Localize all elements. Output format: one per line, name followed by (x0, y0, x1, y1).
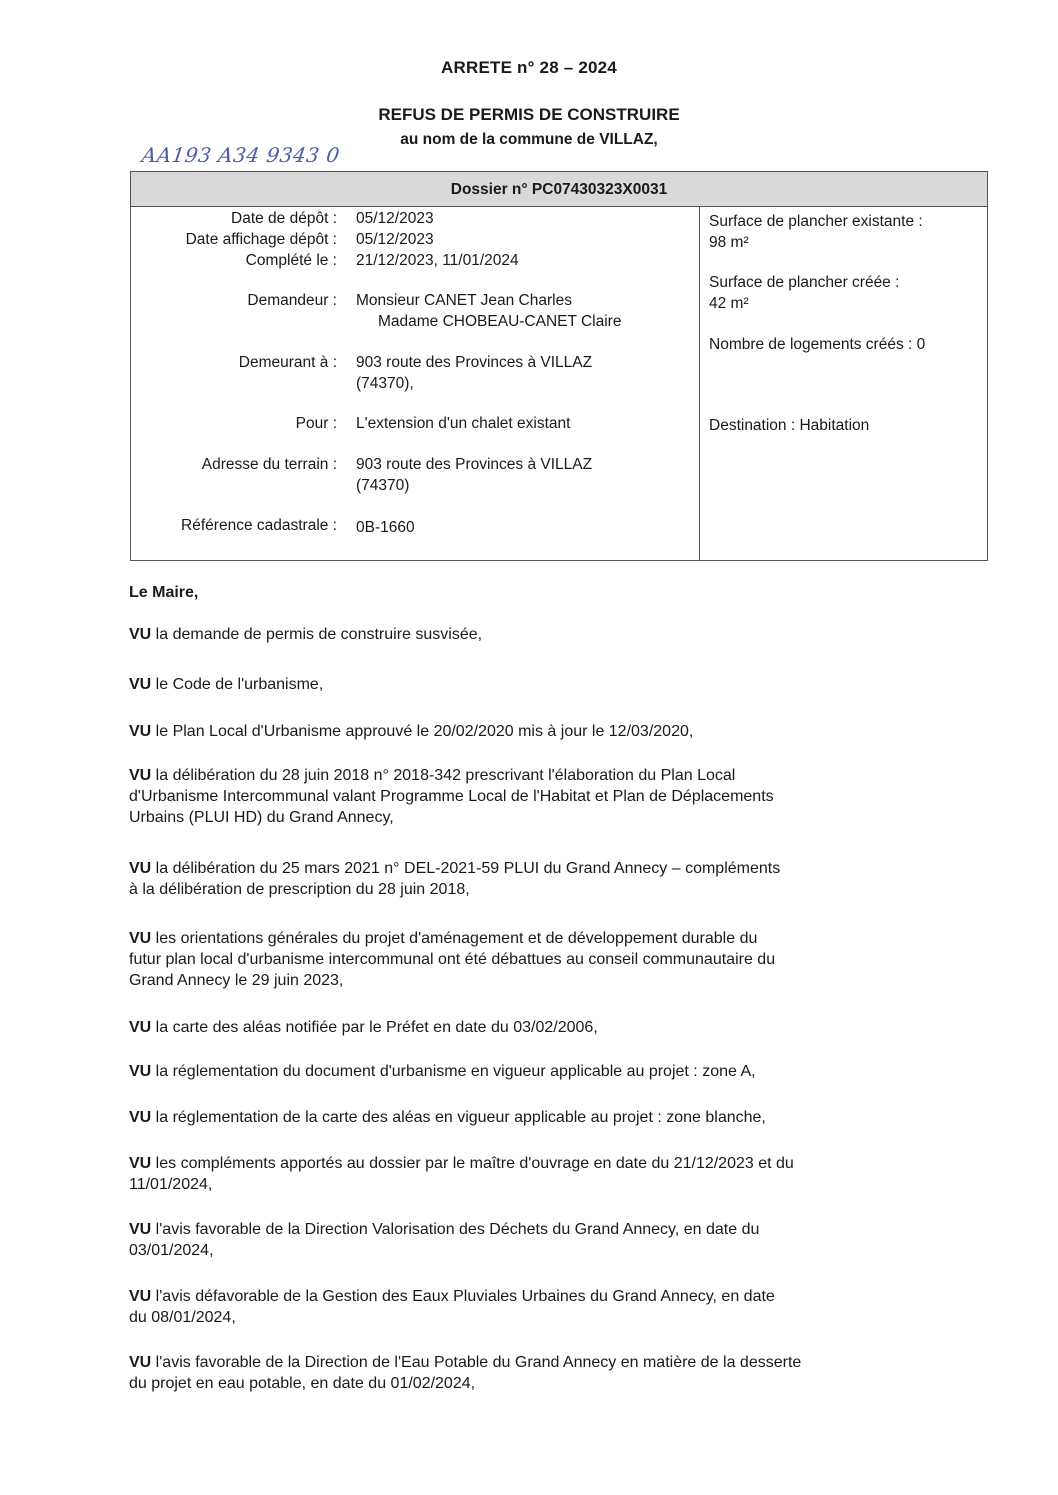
vu-text: les orientations générales du projet d'aménagement et de développement durable du (151, 930, 758, 947)
vu-line (129, 928, 969, 949)
vu-text: la demande de permis de construire susvisée, (151, 626, 483, 643)
vu-line (129, 1307, 969, 1328)
vu-text: les compléments apportés au dossier par le maître d'ouvrage en date du 21/12/2023 et du (151, 1155, 794, 1172)
vu-text: le Code de l'urbanisme, (151, 676, 324, 693)
label-adresse-terrain: Adresse du terrain : (201, 456, 337, 473)
vu-line (129, 1373, 969, 1394)
vu-paragraph (129, 858, 969, 900)
vu-paragraph (129, 765, 969, 828)
table-divider (699, 207, 700, 561)
vu-prefix: VU (129, 1109, 152, 1126)
value-adresse-terrain-1: 903 route des Provinces à VILLAZ (356, 456, 593, 473)
surface-existante-value: 98 m² (709, 234, 749, 251)
label-reference-cadastrale: Référence cadastrale : (181, 517, 337, 534)
value-pour: L'extension d'un chalet existant (356, 415, 571, 432)
mayor-heading: Le Maire, (129, 584, 199, 601)
vu-text: du 08/01/2024, (129, 1309, 236, 1326)
vu-line (129, 1107, 969, 1128)
vu-line (129, 970, 969, 991)
vu-paragraph (129, 1017, 969, 1038)
surface-creee-value: 42 m² (709, 295, 749, 312)
vu-paragraph (129, 1352, 969, 1394)
value-adresse-terrain-2: (74370) (356, 477, 410, 494)
vu-text: la réglementation du document d'urbanisme en vigueur applicable au projet : zone A, (151, 1063, 756, 1080)
value-complete: 21/12/2023, 11/01/2024 (356, 252, 519, 269)
vu-text: le Plan Local d'Urbanisme approuvé le 20/02/2020 mis à jour le 12/03/2020, (151, 723, 694, 740)
vu-line (129, 1174, 969, 1195)
label-complete: Complété le : (245, 252, 337, 269)
vu-prefix: VU (129, 767, 152, 784)
value-demandeur-2: Madame CHOBEAU-CANET Claire (378, 313, 622, 330)
value-reference-cadastrale: 0B-1660 (356, 519, 415, 536)
vu-prefix: VU (129, 676, 152, 693)
vu-text: du projet en eau potable, en date du 01/02/2024, (129, 1375, 476, 1392)
vu-line (129, 1153, 969, 1174)
dossier-header: Dossier n° PC07430323X0031 (131, 172, 987, 207)
vu-prefix: VU (129, 626, 152, 643)
vu-text: l'avis favorable de la Direction de l'Eau Potable du Grand Annecy en matière de la desserte (151, 1354, 802, 1371)
value-demeurant-2: (74370), (356, 375, 414, 392)
vu-line (129, 1352, 969, 1373)
value-date-depot: 05/12/2023 (356, 210, 434, 227)
vu-paragraph (129, 928, 969, 991)
vu-paragraph (129, 1219, 969, 1261)
surface-creee-label: Surface de plancher créée : (709, 274, 900, 291)
vu-text: 11/01/2024, (129, 1176, 213, 1193)
value-demandeur-1: Monsieur CANET Jean Charles (356, 292, 572, 309)
label-demandeur: Demandeur : (247, 292, 337, 309)
vu-prefix: VU (129, 1155, 152, 1172)
vu-prefix: VU (129, 1019, 152, 1036)
dossier-table (130, 171, 988, 561)
label-demeurant: Demeurant à : (238, 354, 337, 371)
vu-paragraph (129, 1061, 969, 1082)
vu-line (129, 674, 969, 695)
vu-text: la délibération du 28 juin 2018 n° 2018-342 prescrivant l'élaboration du Plan Local (151, 767, 736, 784)
vu-line (129, 807, 969, 828)
value-demeurant-1: 903 route des Provinces à VILLAZ (356, 354, 593, 371)
logements-crees: Nombre de logements créés : 0 (709, 336, 926, 353)
vu-line (129, 624, 969, 645)
vu-paragraph (129, 674, 969, 695)
vu-prefix: VU (129, 1221, 152, 1238)
vu-prefix: VU (129, 723, 152, 740)
vu-text: à la délibération de prescription du 28 juin 2018, (129, 881, 470, 898)
vu-line (129, 879, 969, 900)
label-date-affichage: Date affichage dépôt : (185, 231, 337, 248)
arrete-number: ARRETE n° 28 – 2024 (441, 58, 617, 77)
value-date-affichage: 05/12/2023 (356, 231, 434, 248)
handwritten-reference: AA193 A34 9343 0 (140, 143, 342, 167)
vu-prefix: VU (129, 860, 152, 877)
vu-prefix: VU (129, 1288, 152, 1305)
vu-line (129, 1219, 969, 1240)
vu-text: l'avis favorable de la Direction Valorisation des Déchets du Grand Annecy, en date du (151, 1221, 760, 1238)
vu-text: la carte des aléas notifiée par le Préfet en date du 03/02/2006, (151, 1019, 598, 1036)
vu-paragraph (129, 624, 969, 645)
vu-text: d'Urbanisme Intercommunal valant Programme Local de l'Habitat et Plan de Déplacements (129, 788, 774, 805)
vu-line (129, 786, 969, 807)
vu-line (129, 1286, 969, 1307)
document-subtitle: au nom de la commune de VILLAZ, (400, 131, 658, 148)
vu-line (129, 1061, 969, 1082)
label-pour: Pour : (295, 415, 337, 432)
label-date-depot: Date de dépôt : (231, 210, 337, 227)
vu-paragraph (129, 1107, 969, 1128)
vu-line (129, 1017, 969, 1038)
vu-text: la délibération du 25 mars 2021 n° DEL-2021-59 PLUI du Grand Annecy – compléments (151, 860, 781, 877)
vu-prefix: VU (129, 1063, 152, 1080)
vu-text: Urbains (PLUI HD) du Grand Annecy, (129, 809, 394, 826)
vu-line (129, 1240, 969, 1261)
vu-text: 03/01/2024, (129, 1242, 214, 1259)
document-title: REFUS DE PERMIS DE CONSTRUIRE (378, 105, 680, 124)
vu-text: futur plan local d'urbanisme intercommunal ont été débattues au conseil communautaire du (129, 951, 776, 968)
vu-line (129, 721, 969, 742)
destination: Destination : Habitation (709, 417, 870, 434)
vu-paragraph (129, 1153, 969, 1195)
vu-text: Grand Annecy le 29 juin 2023, (129, 972, 344, 989)
surface-existante-label: Surface de plancher existante : (709, 213, 923, 230)
vu-text: l'avis défavorable de la Gestion des Eaux Pluviales Urbaines du Grand Annecy, en date (151, 1288, 775, 1305)
vu-prefix: VU (129, 1354, 152, 1371)
vu-paragraph (129, 721, 969, 742)
vu-line (129, 765, 969, 786)
vu-line (129, 949, 969, 970)
vu-prefix: VU (129, 930, 152, 947)
vu-line (129, 858, 969, 879)
vu-text: la réglementation de la carte des aléas en vigueur applicable au projet : zone blanche, (151, 1109, 766, 1126)
vu-paragraph (129, 1286, 969, 1328)
